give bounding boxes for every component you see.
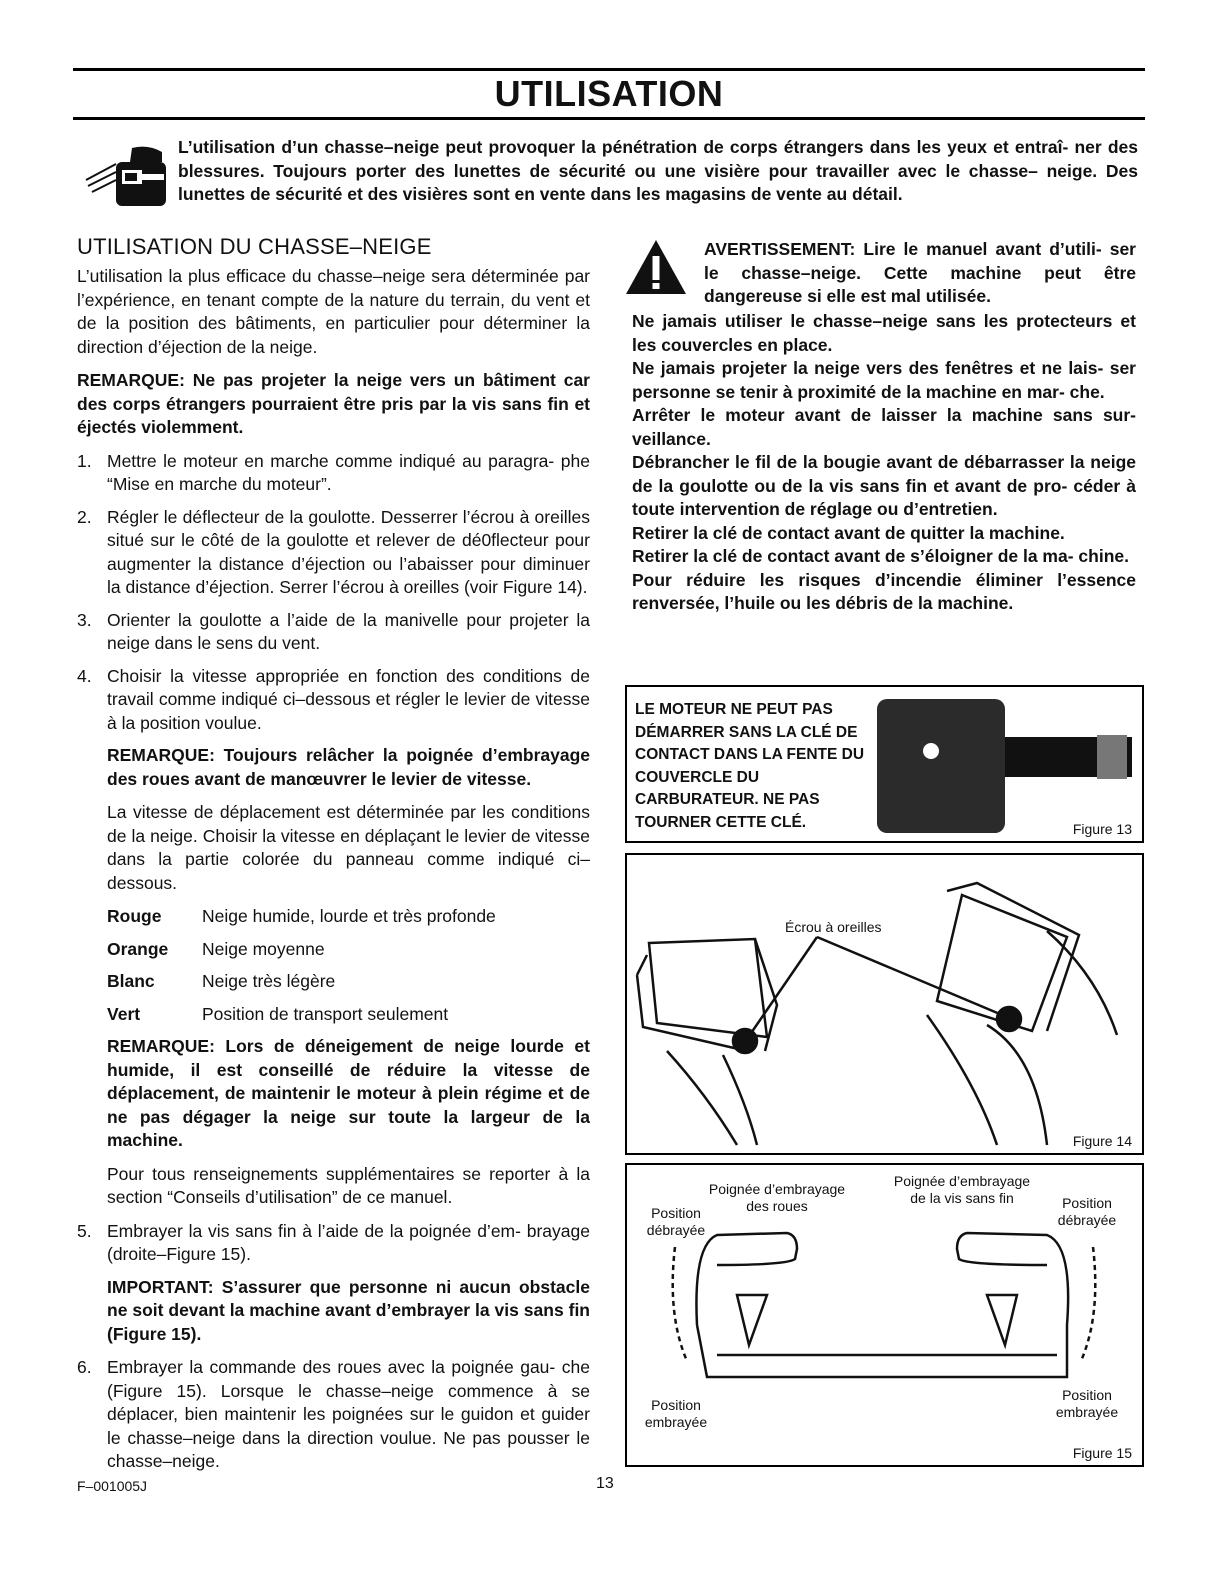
- auger-clutch-label: Poignée d’embrayage de la vis sans fin: [893, 1173, 1031, 1206]
- more-info: Pour tous renseignements supplémentaires se reporter à la section “Conseils d’utilisation” de ce manuel.: [107, 1163, 590, 1207]
- step-2: 2. Régler le déflecteur de la goulotte. Desserrer l’écrou à oreilles situé sur le côté de la goulotte et relever de dé0flecteur pour augmenter la distance d’éjection ou l’abaisser pour diminuer la distance d’éjection. Serrer l’écrou à oreilles (voir Figure 14).: [77, 506, 590, 597]
- figure-caption: Figure 13: [1072, 821, 1132, 837]
- warning-item: Arrêter le moteur avant de laisser la machine sans sur- veillance.: [632, 405, 1136, 449]
- important-note: IMPORTANT: S’assurer que personne ni aucun obstacle ne soit devant la machine avant d’embrayer la vis sans fin (Figure 15).: [107, 1276, 590, 1344]
- figure-14: [625, 853, 1144, 1155]
- warning-item: Retirer la clé de contact avant de s’éloigner de la ma- chine.: [632, 546, 1129, 566]
- note-heavy-snow: REMARQUE: Lors de déneigement de neige lourde et humide, il est conseillé de réduire la vitesse de déplacement, de maintenir le moteur à plein régime et de ne pas dégager la neige sur toute la largeur de la machine.: [107, 1036, 590, 1150]
- intro-paragraph: L’utilisation la plus efficace du chasse–neige sera déterminée par l’expérience, en tenant compte de la nature du terrain, du vent et de la position des bâtiments, en particulier pour déterminer la direction d’éjection de la neige.: [77, 266, 590, 357]
- warning-item: Ne jamais utiliser le chasse–neige sans les protecteurs et les couvercles en place.: [632, 311, 1136, 355]
- left-column: [77, 233, 590, 1483]
- warning-triangle-icon: [624, 238, 688, 296]
- header-rule-bottom: [73, 117, 1145, 120]
- figure-caption: Figure 15: [1072, 1445, 1132, 1461]
- right-engaged-label: Position embrayée: [1055, 1387, 1119, 1420]
- figure-15: [625, 1163, 1144, 1467]
- warning-item: Pour réduire les risques d’incendie éliminer l’essence renversée, l’huile ou les débris de la machine.: [632, 569, 1136, 613]
- speed-row-orange: Orange Neige moyenne: [107, 938, 325, 959]
- step-6: 6. Embrayer la commande des roues avec la poignée gau- che (Figure 15). Lorsque le chasse–neige commence à se déplacer, bien maintenir les poignées sur le guidon et guider le chasse–neige dans la direction voulue. Ne pas pousser le chasse–neige.: [77, 1357, 590, 1471]
- warning-list: [632, 310, 1136, 616]
- warning-item: Ne jamais projeter la neige vers des fenêtres et ne lais- ser personne se tenir à proximité de la machine en mar- che.: [632, 358, 1136, 402]
- figure-caption: Figure 14: [1072, 1133, 1132, 1149]
- left-disengaged-label: Position débrayée: [646, 1205, 706, 1238]
- page-title: UTILISATION: [494, 73, 724, 114]
- ignition-key-icon: [627, 687, 1142, 841]
- step-3: 3. Orienter la goulotte a l’aide de la manivelle pour projeter la neige dans le sens du vent.: [77, 609, 590, 653]
- eye-protection-warning: L’utilisation d’un chasse–neige peut provoquer la pénétration de corps étrangers dans les yeux et entraî- ner des blessures. Toujours porter des lunettes de sécurité ou une visière pour travailler avec le chasse– neige. Des lunettes de sécurité et des visières sont en vente dans les magasins de vente au détail.: [178, 137, 1138, 204]
- speed-intro: La vitesse de déplacement est déterminée par les conditions de la neige. Choisir la vitesse en déplaçant le levier de vitesse dans la partie colorée du panneau comme indiqué ci–dessous.: [107, 802, 590, 893]
- page-number: 13: [596, 1475, 614, 1492]
- ignition-key-notice: LE MOTEUR NE PEUT PAS DÉMARRER SANS LA CLÉ DE CONTACT DANS LA FENTE DU COUVERCLE DU CARBURATEUR. NE PAS TOURNER CETTE CLÉ.: [635, 701, 865, 831]
- speed-row-white: Blanc Neige très légère: [107, 971, 336, 991]
- warning-item: Retirer la clé de contact avant de quitter la machine.: [632, 522, 1065, 543]
- step-5: 5. Embrayer la vis sans fin à l’aide de la poignée d’em- brayage (droite–Figure 15).: [77, 1220, 590, 1264]
- document-code: F–001005J: [77, 1478, 148, 1494]
- note-clutch: REMARQUE: Toujours relâcher la poignée d’embrayage des roues avant de manœuvrer le levier de vitesse.: [107, 745, 590, 789]
- chute-deflector-drawing: [627, 855, 1142, 1153]
- warning-item: Débrancher le fil de la bougie avant de débarrasser la neige de la goulotte ou de la vis sans fin et avant de pro- céder à toute intervention de réglage ou d’entretien.: [632, 452, 1136, 519]
- safety-glasses-icon: [80, 140, 172, 212]
- left-engaged-label: Position embrayée: [644, 1397, 708, 1430]
- speed-row-red: Rouge Neige humide, lourde et très profonde: [107, 906, 496, 926]
- wheel-clutch-label: Poignée d’embrayage des roues: [708, 1181, 846, 1214]
- header-rule-top: [73, 68, 1145, 71]
- step-4: 4. Choisir la vitesse appropriée en fonction des conditions de travail comme indiqué ci–dessous et régler le levier de vitesse à la position voulue.: [77, 665, 590, 733]
- speed-row-green: Vert Position de transport seulement: [107, 1003, 449, 1024]
- note-building: REMARQUE: Ne pas projeter la neige vers un bâtiment car des corps étrangers pourraient être pris par la vis sans fin et éjectés violemment.: [77, 370, 590, 437]
- figure-13: [625, 685, 1144, 843]
- step-1: 1. Mettre le moteur en marche comme indiqué au paragra- phe “Mise en marche du moteur”.: [77, 450, 590, 494]
- wing-nut-label: Écrou à oreilles: [785, 919, 882, 935]
- right-disengaged-label: Position débrayée: [1057, 1195, 1117, 1228]
- section-title: UTILISATION DU CHASSE–NEIGE: [77, 234, 432, 259]
- warning-heading: AVERTISSEMENT: Lire le manuel avant d’utili- ser le chasse–neige. Cette machine peut être dangereuse si elle est mal utilisée.: [704, 239, 1136, 306]
